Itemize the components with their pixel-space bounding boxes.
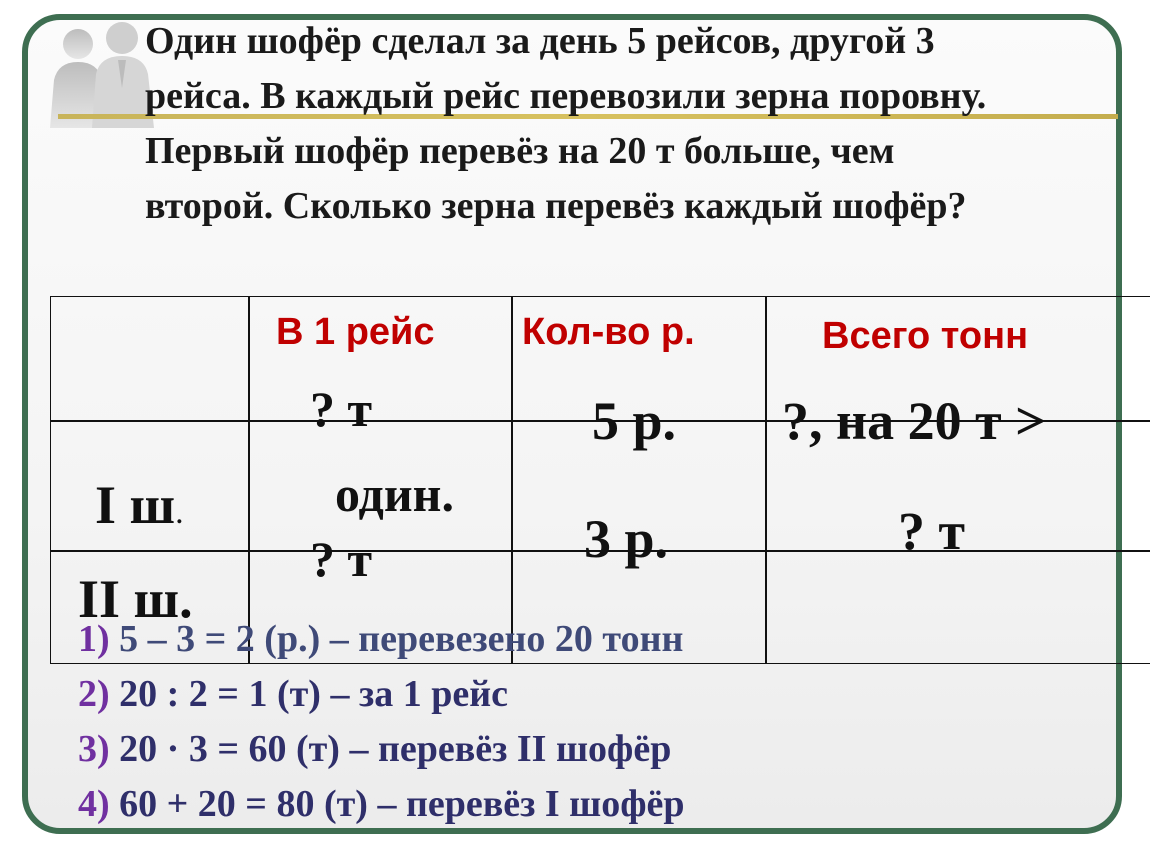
- header-trips-count: Кол-во р.: [522, 311, 695, 353]
- step-number: 1): [78, 618, 110, 660]
- first-driver-total: ?, на 20 т >: [782, 391, 1046, 451]
- step-number: 3): [78, 728, 110, 770]
- problem-line: Первый шофёр перевёз на 20 т больше, чем: [145, 130, 895, 172]
- per-trip-question-second: ? т: [310, 531, 373, 587]
- table-divider: [511, 297, 513, 663]
- row-label-second-driver: II ш.: [78, 569, 193, 629]
- step-number: 2): [78, 673, 110, 715]
- second-driver-trips: 3 р.: [584, 509, 669, 569]
- header-total-tons: Всего тонн: [822, 315, 1029, 357]
- step-text: 20 : 2 = 1 (т) – за 1 рейс: [119, 673, 508, 715]
- problem-line: рейса. В каждый рейс перевозили зерна поровну.: [145, 75, 987, 117]
- solution-step: [78, 722, 685, 777]
- solution-step: [78, 667, 685, 722]
- problem-line: второй. Сколько зерна перевёз каждый шофёр?: [145, 185, 967, 227]
- solution-step: [78, 777, 685, 832]
- row-label-first-driver-text: I ш: [95, 475, 176, 535]
- step-text: 60 + 20 = 80 (т) – перевёз I шофёр: [119, 783, 685, 825]
- business-people-silhouette-icon: [40, 18, 160, 128]
- step-number: 4): [78, 783, 110, 825]
- problem-line: Один шофёр сделал за день 5 рейсов, другой 3: [145, 20, 935, 62]
- row-label-first-driver-dot: .: [175, 494, 184, 531]
- per-trip-same-note: один.: [335, 466, 454, 522]
- step-text: 20 · 3 = 60 (т) – перевёз II шофёр: [119, 728, 672, 770]
- problem-statement: [145, 14, 1135, 234]
- table-divider: [765, 297, 767, 663]
- table-divider: [248, 297, 250, 663]
- solution-step: [78, 612, 685, 667]
- header-per-trip: В 1 рейс: [276, 311, 435, 353]
- first-driver-trips: 5 р.: [592, 391, 677, 451]
- second-driver-total: ? т: [898, 501, 966, 561]
- row-label-first-driver: [95, 474, 184, 536]
- step-text: 5 – 3 = 2 (р.) – перевезено 20 тонн: [119, 618, 684, 660]
- solution-steps: [78, 612, 685, 832]
- per-trip-question-first: ? т: [310, 381, 373, 437]
